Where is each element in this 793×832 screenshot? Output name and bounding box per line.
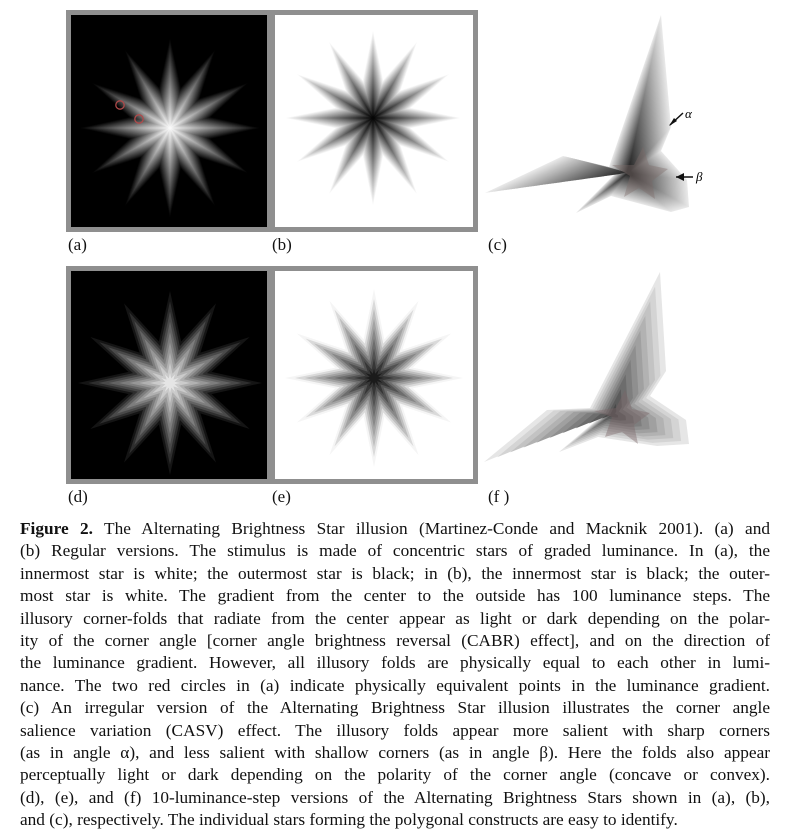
panel-e-image [270,266,478,484]
panel-c-label: (c) [488,235,507,254]
panel-c-irregular-smooth-star [485,15,689,213]
caption-line: the luminance gradient. However, all illusory folds are physically equal to each other in lumi- [20,653,770,673]
caption-line: salience variation (CASV) effect. The illusory folds appear more salient with sharp corners [20,720,770,740]
caption-line: ity of the corner angle [corner angle brightness reversal (CABR) effect], and on the direction of [20,631,770,651]
caption-line-text: The Alternating Brightness Star illusion (Martinez-Conde and Macknik 2001). (a) and [92,519,770,538]
panel-d-image [66,266,272,484]
panel-d-label: (d) [68,487,88,506]
figure-caption [20,518,770,832]
panel-c-image [485,15,707,235]
caption-line [20,518,770,540]
caption-line: nance. The two red circles in (a) indicate physically equivalent points in the luminance gradient. [20,675,770,695]
panel-b-image [270,10,478,232]
caption-line: (b) Regular versions. The stimulus is made of concentric stars of graded luminance. In (a), the [20,541,770,561]
caption-line: and (c), respectively. The individual stars forming the polygonal constructs are easy to identify. [20,810,678,830]
panel-f-label: (f ) [488,487,510,506]
caption-line: (d), (e), and (f) 10-luminance-step versions of the Alternating Brightness Stars shown in (a), (b), [20,787,770,807]
panel-f-image [484,272,699,486]
alpha-label: α [685,106,692,121]
panel-a-image [66,10,272,232]
caption-line: illusory corner-folds that radiate from the center appear as light or dark depending on the polar- [20,608,770,628]
caption-line: innermost star is white; the outermost star is black; in (b), the innermost star is black; the outer- [20,563,770,583]
caption-line: (c) An irregular version of the Alternating Brightness Star illusion illustrates the corner angle [20,698,770,718]
beta-label: β [696,169,703,184]
caption-line: (as in angle α), and less salient with shallow corners (as in angle β). Here the folds also appear [20,743,770,763]
panel-a-label: (a) [68,235,87,254]
caption-line: perceptually light or dark depending on the polarity of the corner angle (concave or convex). [20,765,770,785]
caption-title: Figure 2. [20,519,93,538]
panel-f-irregular-stepped-star [484,272,689,462]
panel-e-label: (e) [272,487,291,506]
panel-b-label: (b) [272,235,292,254]
caption-line: most star is white. The gradient from the center to the outside has 100 luminance steps. The [20,586,770,606]
